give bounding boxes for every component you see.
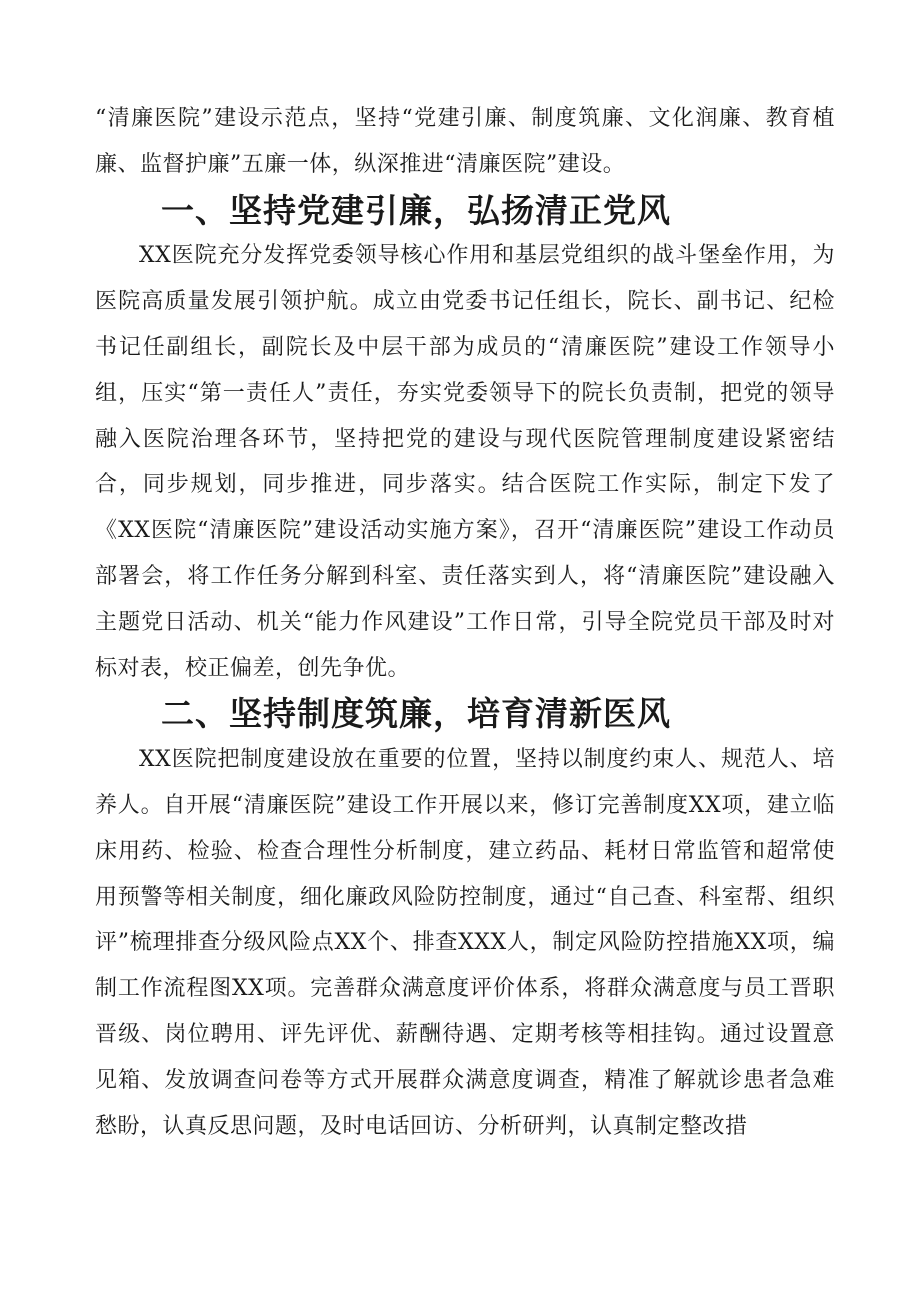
document-page — [95, 96, 835, 1149]
section-2-paragraph: XX医院把制度建设放在重要的位置，坚持以制度约束人、规范人、培养人。自开展“清廉医院”建设工作开展以来，修订完善制度XX项，建立临床用药、检验、检查合理性分析制度，建立药品、耗材日常监管和超常使用预警等相关制度，细化廉政风险防控制度，通过“自己查、科室帮、组织评”梳理排查分级风险点XX个、排查XXX人，制定风险防控措施XX项，编制工作流程图XX项。完善群众满意度评价体系，将群众满意度与员工晋职晋级、岗位聘用、评先评优、薪酬待遇、定期考核等相挂钩。通过设置意见箱、发放调查问卷等方式开展群众满意度调查，精准了解就诊患者急难愁盼，认真反思问题，及时电话回访、分析研判，认真制定整改措 — [95, 747, 835, 1139]
intro-paragraph: “清廉医院”建设示范点，坚持“党建引廉、制度筑廉、文化润廉、教育植廉、监督护廉”五廉一体，纵深推进“清廉医院”建设。 — [95, 106, 835, 177]
section-heading-1: 一、坚持党建引廉，弘扬清正党风 — [161, 190, 671, 230]
section-heading-2: 二、坚持制度筑廉，培育清新医风 — [161, 694, 671, 734]
section-1-paragraph: XX医院充分发挥党委领导核心作用和基层党组织的战斗堡垒作用，为医院高质量发展引领护航。成立由党委书记任组长，院长、副书记、纪检书记任副组长，副院长及中层干部为成员的“清廉医院”建设工作领导小组，压实“第一责任人”责任，夯实党委领导下的院长负责制，把党的领导融入医院治理各环节，坚持把党的建设与现代医院管理制度建设紧密结合，同步规划，同步推进，同步落实。结合医院工作实际，制定下发了《XX医院“清廉医院”建设活动实施方案》，召开“清廉医院”建设工作动员部署会，将工作任务分解到科室、责任落实到人，将“清廉医院”建设融入主题党日活动、机关“能力作风建设”工作日常，引导全院党员干部及时对标对表，校正偏差，创先争优。 — [95, 243, 835, 681]
